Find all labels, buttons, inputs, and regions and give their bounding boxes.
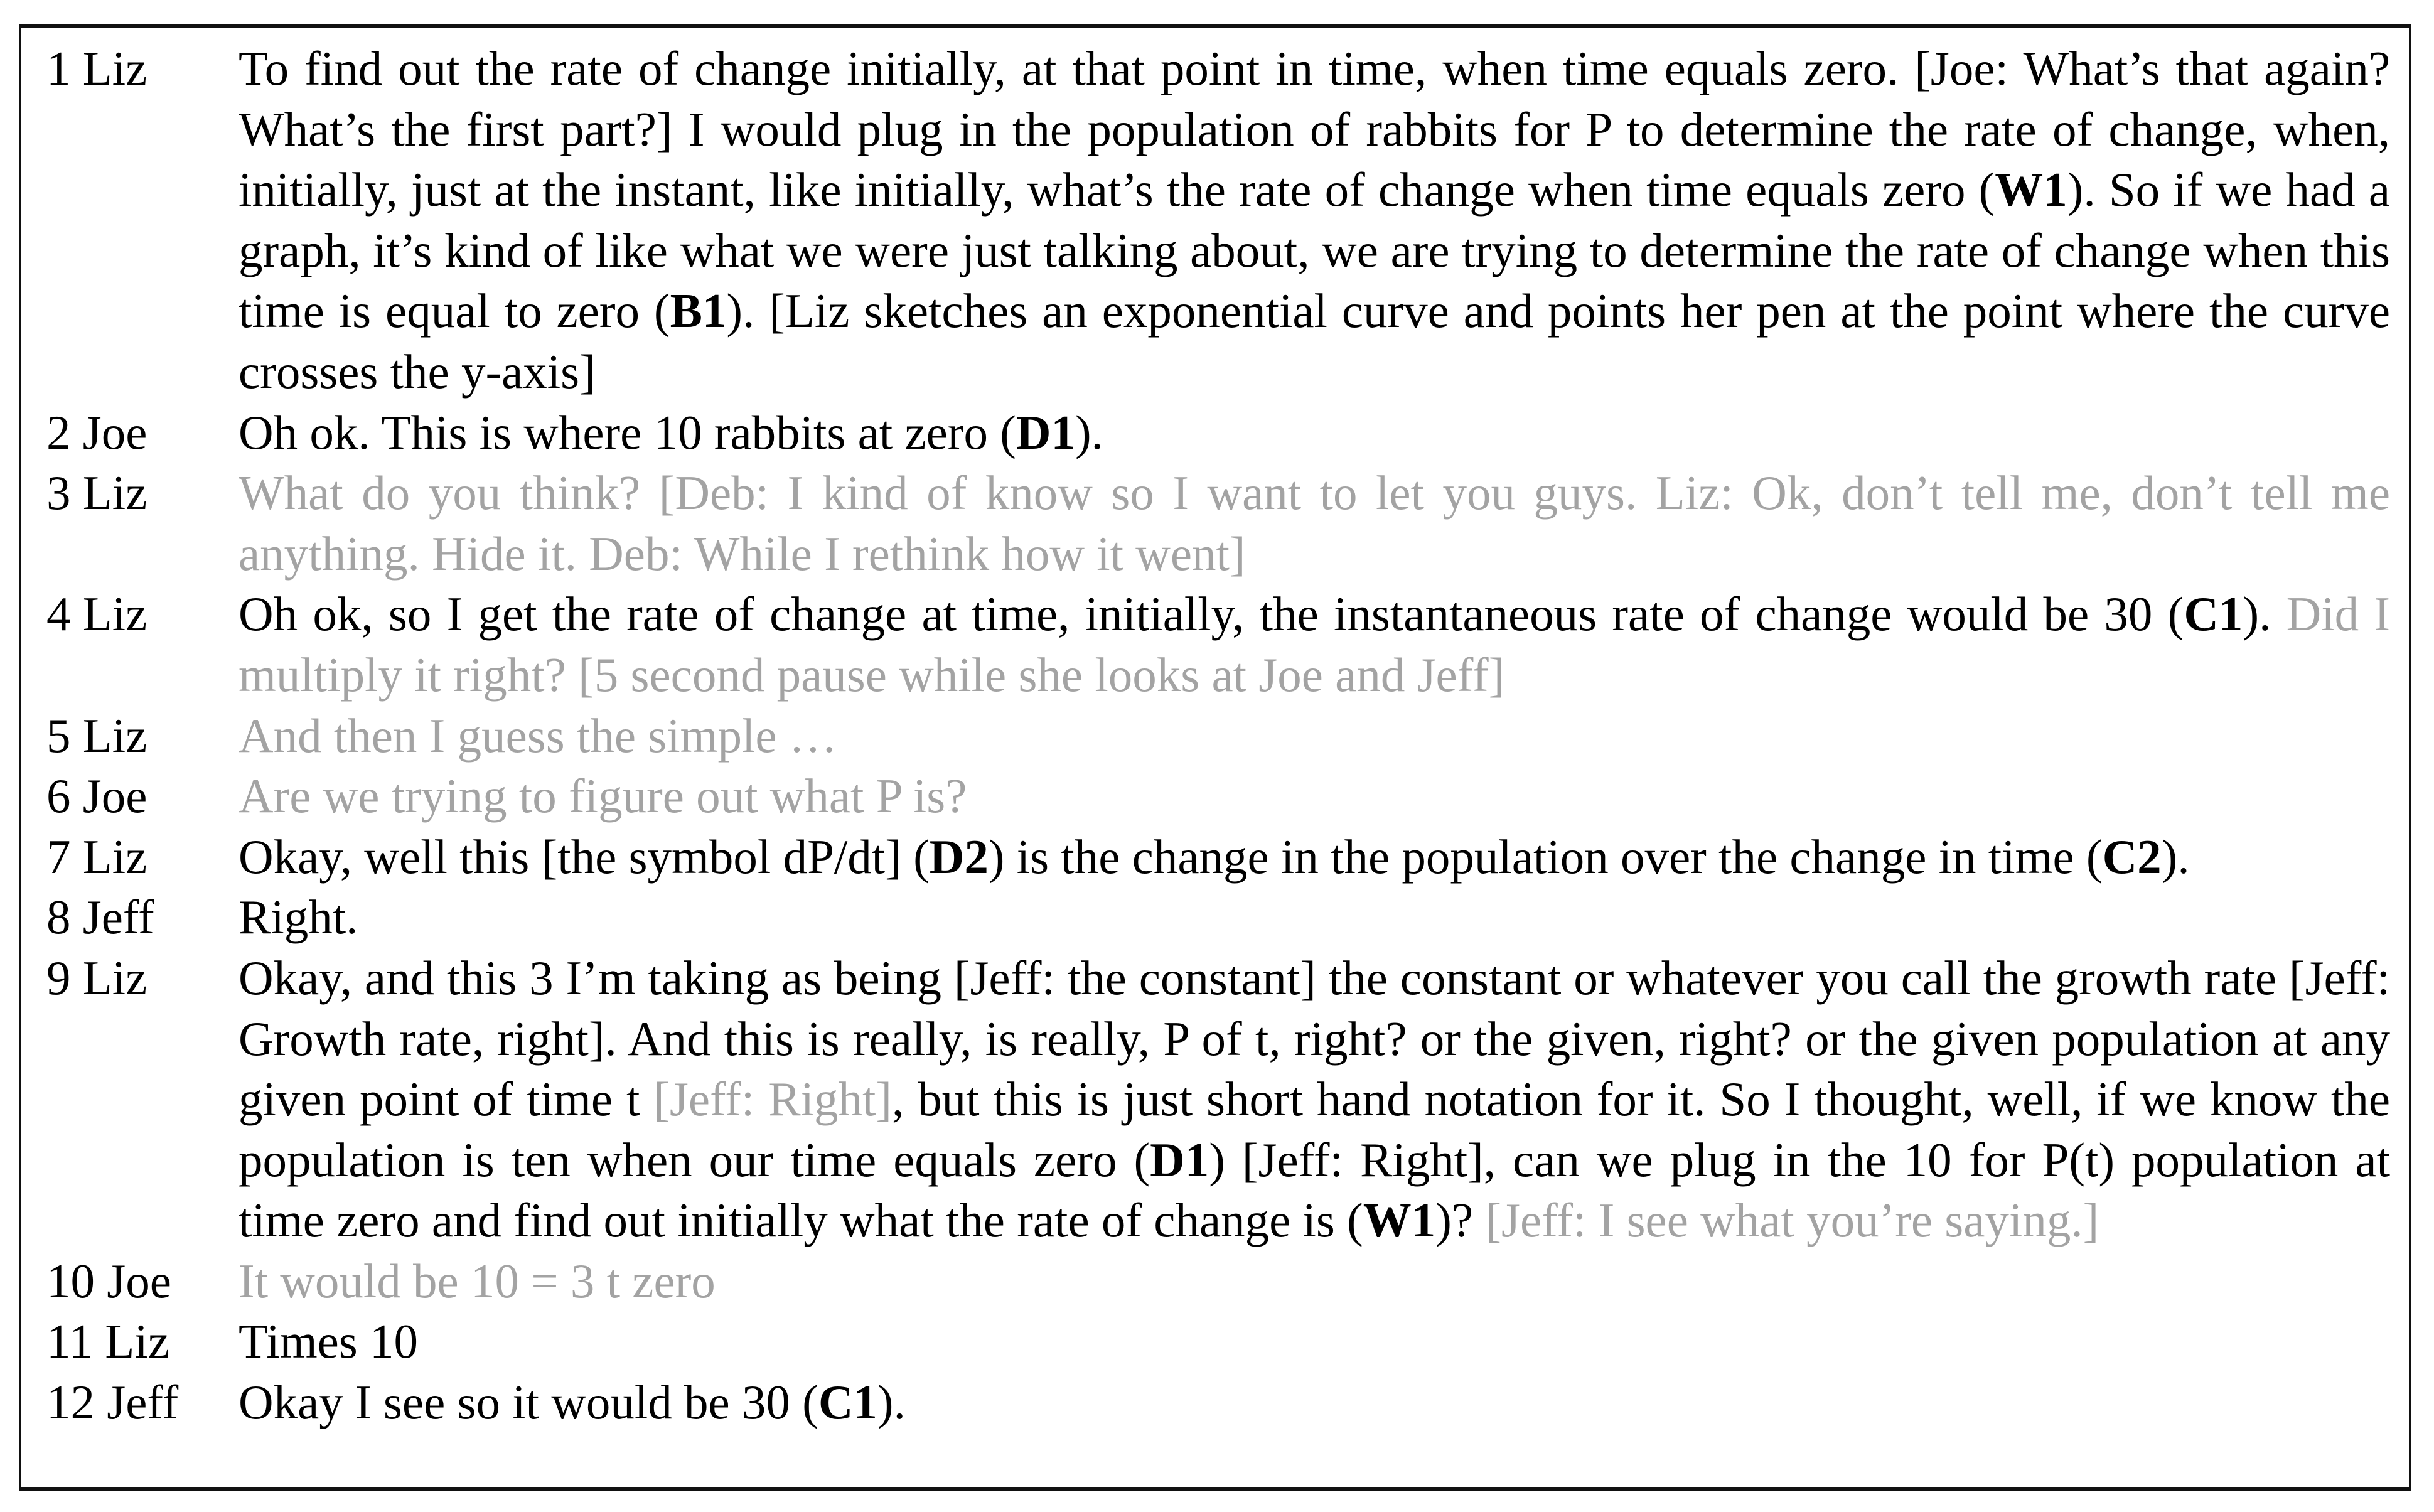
- transcript-row: [46, 705, 2390, 766]
- code-tag: D1: [1016, 405, 1075, 459]
- speech-text: ). So if we had a graph, it’s kind of like what we were just talking about, we are trying to determine the rate of change when this time is equal to zero (: [239, 163, 2391, 338]
- speaker-label: 5 Liz: [46, 708, 147, 763]
- utterance-text: [239, 38, 2390, 402]
- code-tag: C1: [2184, 587, 2243, 641]
- speaker-label: 12 Jeff: [46, 1375, 179, 1430]
- speaker-label: 6 Joe: [46, 769, 147, 823]
- transcript-table: [19, 24, 2411, 1491]
- aside-text: Are we trying to figure out what P is?: [239, 769, 967, 823]
- speaker-label: 11 Liz: [46, 1314, 169, 1369]
- transcript-row: [46, 887, 2390, 948]
- transcript-row: [46, 766, 2390, 827]
- transcript-row: [46, 948, 2390, 1251]
- speaker-label: 8 Jeff: [46, 890, 154, 945]
- speaker-label: 7 Liz: [46, 829, 147, 884]
- speech-text: ).: [2161, 829, 2190, 884]
- transcript-row: [46, 584, 2390, 705]
- transcript-row: [46, 38, 2390, 402]
- aside-text: And then I guess the simple …: [239, 708, 837, 763]
- utterance-text: [239, 1251, 2390, 1312]
- utterance-text: [239, 1311, 2390, 1372]
- speaker-label: 2 Joe: [46, 405, 147, 459]
- utterance-text: [239, 1372, 2390, 1433]
- code-tag: D2: [929, 829, 989, 884]
- speaker-label: 9 Liz: [46, 950, 147, 1005]
- code-tag: D1: [1150, 1132, 1209, 1187]
- utterance-text: [239, 887, 2390, 948]
- code-tag: W1: [1363, 1193, 1436, 1248]
- transcript-row: [46, 1251, 2390, 1312]
- code-tag: C2: [2102, 829, 2162, 884]
- utterance-text: [239, 948, 2390, 1251]
- aside-text: [Jeff: Right]: [653, 1072, 893, 1127]
- aside-text: What do you think? [Deb: I kind of know so I want to let you guys. Liz: Ok, don’t tell me, don’t tell me anything. Hide it. Deb: While I rethink how it went]: [239, 466, 2390, 581]
- speech-text: , but this is just short hand notation for it. So I thought, well, if we know the population is ten when our time equals zero (: [239, 1072, 2390, 1187]
- speech-text: Okay, and this 3 I’m taking as being [Jeff: the constant] the constant or whatever you call the growth rate [Jeff: Growth rate, right]. And this is really, is really, P of t, right? or the given, right? or the given population at any given point of time t: [239, 950, 2390, 1127]
- speech-text: Okay I see so it would be 30 (: [239, 1375, 818, 1430]
- speech-text: ) is the change in the population over the change in time (: [988, 829, 2103, 884]
- transcript-row: [46, 1311, 2390, 1372]
- speaker-label: 10 Joe: [46, 1253, 171, 1308]
- transcript-row: [46, 827, 2390, 887]
- code-tag: W1: [1995, 163, 2067, 217]
- speech-text: ).: [877, 1375, 906, 1430]
- code-tag: B1: [670, 284, 727, 338]
- utterance-text: [239, 705, 2390, 766]
- speech-text: Right.: [239, 890, 358, 945]
- code-tag: C1: [818, 1375, 877, 1430]
- utterance-text: [239, 402, 2390, 463]
- aside-text: Did I multiply it right? [5 second pause while she looks at Joe and Jeff]: [239, 587, 2390, 702]
- speech-text: Okay, well this [the symbol dP/dt] (: [239, 829, 930, 884]
- transcript-rows: [46, 38, 2390, 1433]
- speech-text: ) [Jeff: Right], can we plug in the 10 for P(t) population at time zero and find out initially what the rate of change is (: [239, 1132, 2390, 1248]
- transcript-row: [46, 463, 2390, 584]
- transcript-row: [46, 1372, 2390, 1433]
- utterance-text: [239, 584, 2390, 705]
- speech-text: To find out the rate of change initially, at that point in time, when time equals zero. [Joe: What’s that again? What’s the first part?] I would plug in the population of rabbits for P to determine the rate of change, when, initially, just at the instant, like initially, what’s the rate of change when time equals zero (: [239, 41, 2390, 217]
- utterance-text: [239, 827, 2390, 887]
- utterance-text: [239, 463, 2390, 584]
- aside-text: [Jeff: I see what you’re saying.]: [1485, 1193, 2099, 1248]
- speaker-label: 1 Liz: [46, 41, 147, 95]
- speech-text: Oh ok, so I get the rate of change at time, initially, the instantaneous rate of change would be 30 (: [239, 587, 2184, 641]
- speaker-label: 4 Liz: [46, 587, 147, 641]
- speech-text: Times 10: [239, 1314, 419, 1369]
- speaker-label: 3 Liz: [46, 466, 147, 520]
- speech-text: ).: [2243, 587, 2287, 641]
- speech-text: )?: [1435, 1193, 1486, 1248]
- speech-text: ).: [1075, 405, 1103, 459]
- aside-text: It would be 10 = 3 t zero: [239, 1253, 716, 1308]
- utterance-text: [239, 766, 2390, 827]
- transcript-row: [46, 402, 2390, 463]
- speech-text: Oh ok. This is where 10 rabbits at zero (: [239, 405, 1016, 459]
- speech-text: ). [Liz sketches an exponential curve and points her pen at the point where the curve crosses the y-axis]: [239, 284, 2390, 399]
